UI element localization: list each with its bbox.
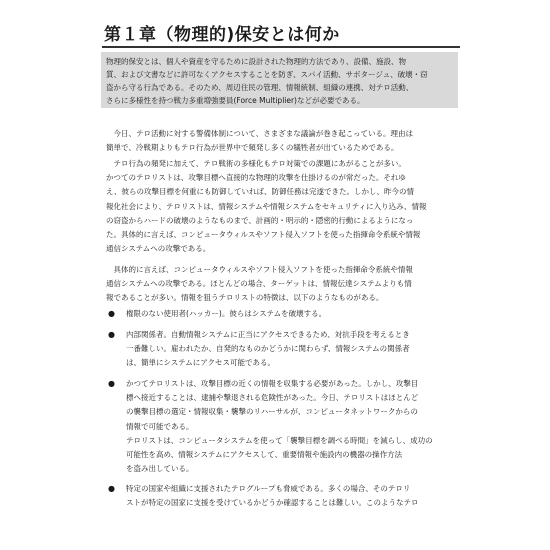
paragraph-line: かつてのテロリストは、攻撃目標へ直接的な物理的攻撃を仕掛けるのが常だった。それゆ [106, 173, 406, 183]
bullet-line: を盗み出している。 [126, 464, 194, 474]
intro-line: 質、および文書などに許可なくアクセスすることを防ぎ、スパイ活動、サボタージュ、破壊・窃 [106, 70, 428, 79]
chapter-title: 第１章（物理的)保安とは何か [104, 25, 340, 45]
bullet-item-2 [126, 328, 456, 371]
bullet-line: 可能性を高め、情報システムにアクセスして、重要情報や施設内の機器の操作方法 [126, 450, 403, 460]
bullet-line: は、簡単にシステムにアクセス可能である。 [126, 358, 276, 368]
paragraph-line: テロ行為の頻発に加えて、テロ戦術の多様化もテロ対策での課題にあがることが多い。 [106, 159, 406, 168]
paragraph-1 [106, 127, 454, 155]
bullet-line: の襲撃目標の選定・情報収集・襲撃のリハーサルが、コンピュータネットワークからの [126, 407, 418, 417]
paragraph-line: 具体的に言えば、コンピュータウィルスやソフト侵入ソフトを使った指揮命令系統や情報 [106, 265, 413, 274]
paragraph-line: 報であることが多い。情報を狙うテロリストの特徴は、以下のようなものがある。 [106, 293, 384, 303]
bullet-line: 内部関係者。自動情報システムに正当にアクセスできるため、対抗手段を考えるとき [126, 330, 410, 339]
bullet-line: 情報で可能である。 [126, 421, 194, 431]
paragraph-3 [106, 263, 454, 306]
intro-line: 盗から守る行為である。そのため、周辺住民の管理、情報統制、組織の連携、対テロ活動、 [106, 83, 414, 92]
paragraph-line: の窃盗からハードの破壊のようなものまで、計画的・明示的・隠密的行動によるようになっ [106, 215, 414, 225]
paragraph-line: え、彼らの攻撃目標を何重にも防御していれば、防御任務は完遂できた。しかし、昨今の情 [106, 187, 414, 197]
bullet-item-3 [126, 377, 456, 476]
paragraph-line: 通信システムへの攻撃である。 [106, 244, 211, 254]
bullet-line: かつてテロリストは、攻撃目標の近くの情報を収集する必要があった。しかし、攻撃目 [126, 379, 419, 388]
paragraph-2 [106, 157, 454, 256]
bullet-line: テロリストは、コンピュータシステムを使って「襲撃目標を調べる時間」を減らし、成功の [126, 435, 433, 445]
bullet-line: ストが特定の国家に支援を受けているかどうか確認することは難しい。このようなテロ [126, 498, 419, 508]
title-underline [102, 46, 460, 48]
bullet-line: 一番難しい。雇われたか、自発的なものかどうかに関わらず、情報システムの関係者 [126, 344, 410, 354]
bullet-line: 権限のない使用者(ハッカー)。彼らはシステムを破壊する。 [126, 309, 327, 318]
bullet-line: 特定の国家や組織に支援されたテログループも脅威である。多くの場合、そのテロリ [126, 484, 411, 493]
bullet-marker: ● [108, 379, 115, 388]
intro-line: さらに多様性を持つ戦力多重増強要員(Force Multiplier)などが必要である。 [106, 96, 365, 105]
bullet-item-1 [126, 307, 456, 321]
bullet-marker: ● [108, 309, 115, 318]
paragraph-line: 簡単で、冷戦期よりもテロ行為が世界中で頻発し多くの犠牲者が出ているためである。 [106, 143, 399, 153]
paragraph-line: 報化社会により、テロリストは、情報システムや情報システムをセキュリティに入り込み、情報 [106, 201, 427, 211]
paragraph-line: 今日、テロ活動に対する警備体制について、さまざまな議論が巻き起こっている。理由は [106, 129, 414, 138]
bullet-item-4 [126, 482, 456, 510]
bullet-marker: ● [108, 330, 115, 339]
bullet-line: 標へ接近することは、逮捕や撃退される危険性があった。今日、テロリストはほとんど [126, 393, 419, 403]
intro-line: 物理的保安とは、個人や資産を守るために設計された物理的方法であり、設備、施設、物 [106, 57, 406, 66]
bullet-marker: ● [108, 484, 115, 493]
intro-box-text [106, 55, 456, 107]
paragraph-line: た。具体的に言えば、コンピュータウィルスやソフト侵入ソフトを使った指揮命令系統や情報 [106, 230, 421, 240]
paragraph-line: 通信システムへの攻撃である。ほとんどの場合、ターゲットは、情報伝達システムよりも情 [106, 279, 412, 289]
